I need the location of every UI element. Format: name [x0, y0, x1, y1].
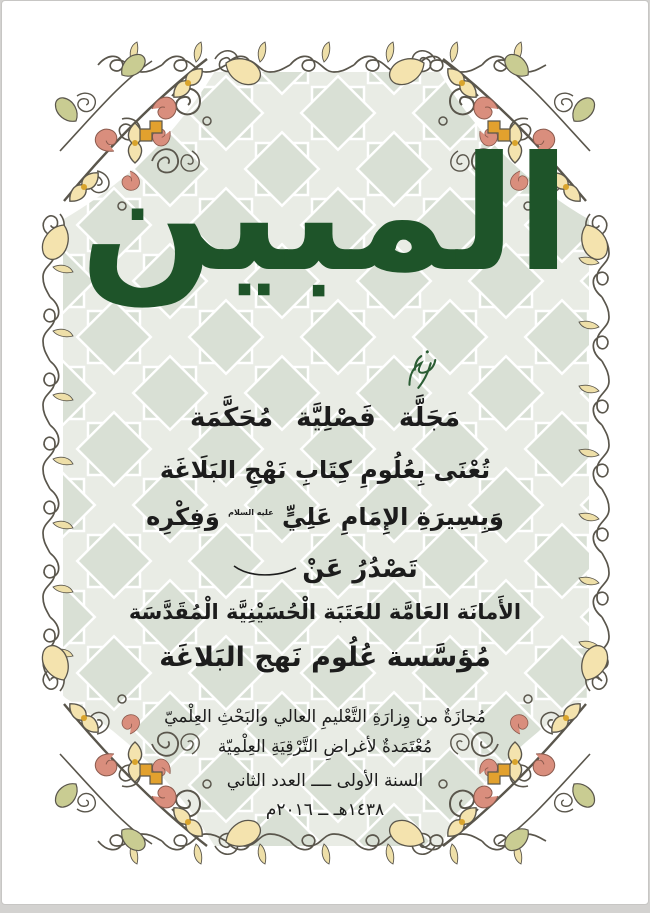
scope-line-2-suffix: وَفِكْرِه: [146, 503, 220, 531]
issued-by-text: تَصْدُرُ عَنْ: [302, 554, 418, 584]
issue-info: السنة الأولى ــــ العدد الثاني: [226, 771, 424, 791]
accreditation-line-1: مُجازَةٌ من وِزارَةِ التَّعْليمِ العالي والبَحْثِ العِلْميّ: [164, 707, 486, 727]
issued-by-label: [2, 553, 648, 586]
honorific-seal: عليه السلام: [228, 508, 274, 517]
cover-content: [2, 1, 648, 904]
publisher-line-2: مُؤسَّسة عُلُوم نَهج البَلاغَة: [159, 642, 491, 673]
scope-line-1: تُعْنَى بِعُلُومِ كِتَابِ نَهْجِ البَلَاغَة: [159, 456, 491, 484]
publisher-line-1: الأَمانَة العَامَّة للعَتَبَة الْحُسَيْنِيَّة الْمُقَدَّسَة: [128, 600, 522, 624]
calligrapher-signature-icon: [394, 339, 450, 395]
calligraphic-swash: [232, 563, 298, 579]
journal-tagline: مَجَلَّة فَصْلِيَّة مُحَكَّمَة: [189, 403, 461, 433]
scope-line-2: [2, 502, 648, 532]
magazine-cover-page: [1, 0, 649, 905]
scope-line-2-prefix: وَبِسِيرَةِ الإِمَامِ عَلِيٍّ: [281, 503, 504, 531]
date-info: ١٤٣٨هـ ــ ٢٠١٦م: [265, 800, 385, 820]
journal-title-calligraphy: المبين: [79, 123, 571, 307]
accreditation-line-2: مُعْتَمَدةٌ لأغراضِ التَّرْقِيَةِ العِلْمِيّة: [217, 737, 433, 757]
